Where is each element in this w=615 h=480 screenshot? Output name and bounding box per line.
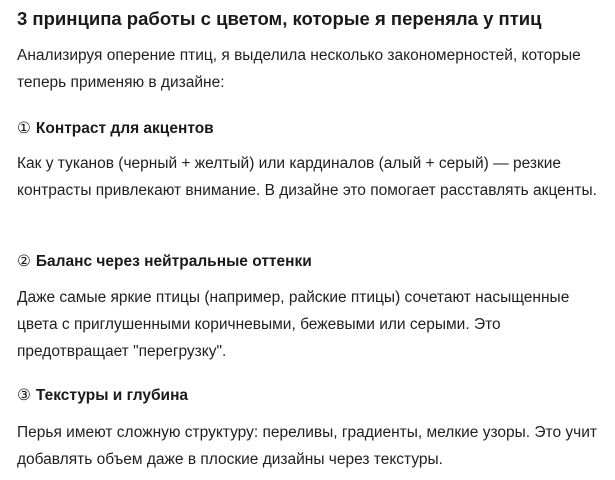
circled-number-two: ② [17, 253, 31, 270]
intro-paragraph: Анализируя оперение птиц, я выделила несколько закономерностей, которые теперь применяю в дизайне: [17, 47, 581, 91]
section-paragraph-balance: Даже самые яркие птицы (например, райские птицы) сочетают насыщенные цвета с приглушенными коричневыми, бежевыми или серыми. Это предотвращает "перегрузку". [17, 289, 570, 360]
section-heading-label: Баланс через нейтральные оттенки [35, 253, 312, 270]
section-paragraph-textures: Перья имеют сложную структуру: переливы, градиенты, мелкие узоры. Это учит добавлять объем даже в плоские дизайны через текстуры. [17, 424, 597, 468]
section-heading-label: Текстуры и глубина [35, 387, 189, 404]
section-heading-contrast [17, 118, 214, 140]
article-title: 3 принципа работы с цветом, которые я переняла у птиц [17, 8, 542, 29]
section-paragraph-contrast: Как у туканов (черный + желтый) или кардиналов (алый + серый) — резкие контрасты привлекают внимание. В дизайне это помогает расставлять акценты. [17, 155, 597, 199]
circled-number-one: ① [17, 120, 31, 137]
circled-number-three: ③ [17, 387, 31, 404]
section-heading-balance [17, 251, 312, 273]
section-heading-label: Контраст для акцентов [35, 120, 214, 137]
section-heading-textures [17, 385, 188, 407]
